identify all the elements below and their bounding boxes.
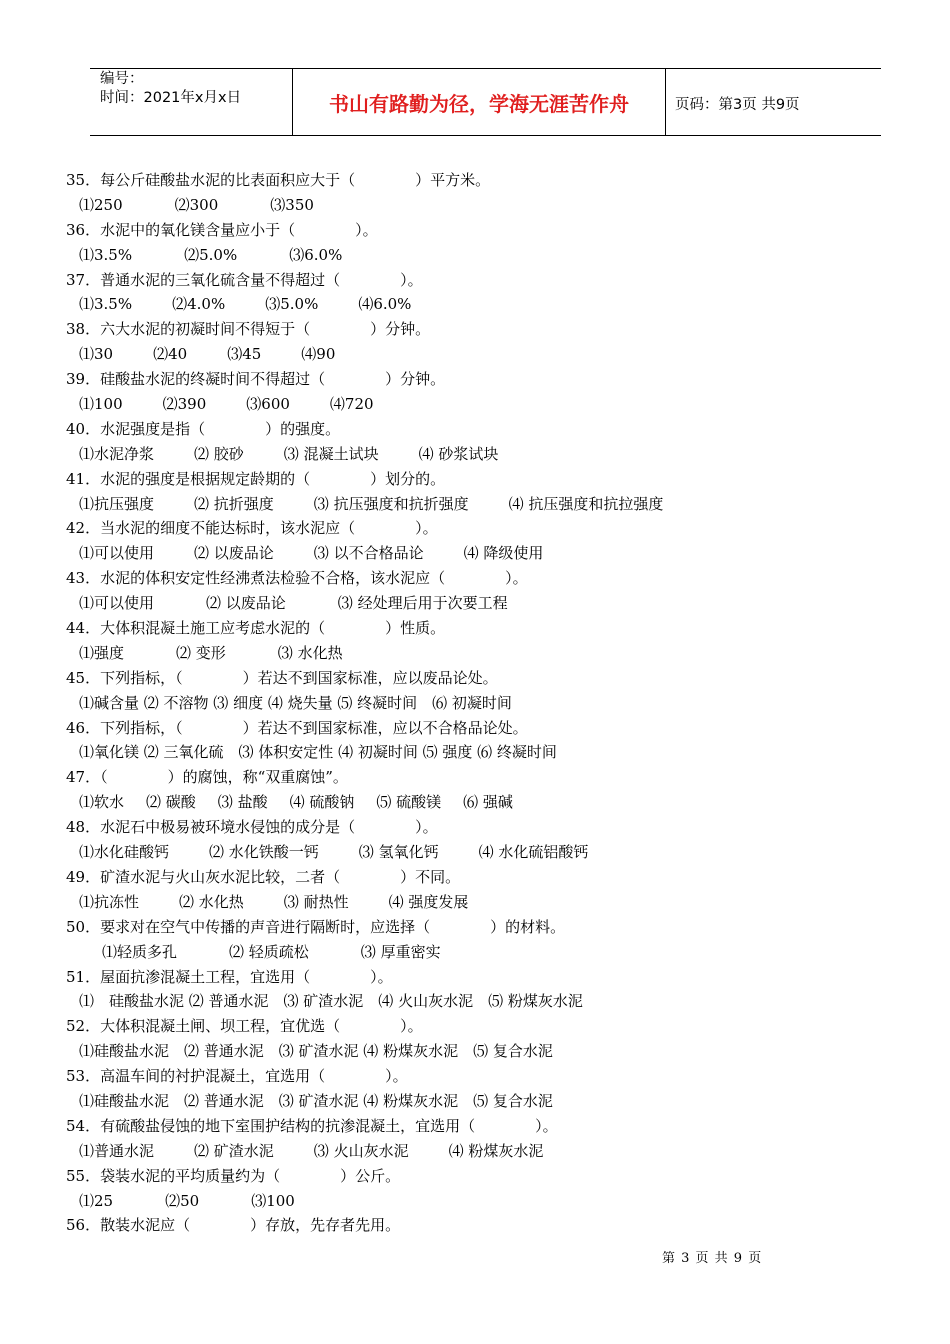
question-text: 37．普通水泥的三氧化硫含量不得超过（ ）。	[66, 270, 423, 289]
option-text: ⑶ 氢氧化钙	[358, 843, 439, 862]
question-options	[66, 790, 910, 815]
option-text: ⑸ 硫酸镁	[376, 793, 442, 812]
question-list	[66, 168, 910, 1238]
page-footer: 第 3 页 共 9 页	[662, 1251, 763, 1266]
option-text: ⑶ 耐热性	[283, 892, 349, 911]
question-options	[66, 392, 910, 417]
option-text: ⑵ 变形	[176, 643, 226, 662]
question-text: 43．水泥的体积安定性经沸煮法检验不合格，该水泥应（ ）。	[66, 569, 528, 588]
question-text: 48．水泥石中极易被环境水侵蚀的成分是（ ）。	[66, 818, 438, 837]
header-meta	[100, 70, 241, 108]
option-text: ⑴25	[79, 1191, 114, 1210]
option-text: ⑵ 水化铁酸一钙	[209, 843, 319, 862]
question-options	[66, 442, 910, 467]
option-text: ⑴250	[79, 195, 123, 214]
option-text: ⑴普通水泥	[79, 1141, 155, 1160]
document-number-label: 编号：	[100, 71, 144, 87]
option-text: ⑵300	[174, 195, 219, 214]
question-text: 44．大体积混凝土施工应考虑水泥的（ ）性质。	[66, 619, 446, 638]
option-text: ⑶ 混凝土试块	[283, 444, 379, 463]
option-text: ⑵4.0%	[172, 295, 226, 314]
option-text: ⑴抗压强度	[79, 494, 155, 513]
question-text: 40．水泥强度是指（ ）的强度。	[66, 419, 341, 438]
question-text: 55．袋装水泥的平均质量约为（ ）公斤。	[66, 1166, 401, 1185]
question-options	[66, 1139, 910, 1164]
option-text: ⑴强度	[79, 643, 125, 662]
option-text: ⑵ 水化热	[179, 892, 244, 911]
question-options	[66, 591, 910, 616]
option-text: ⑴抗冻性	[79, 892, 140, 911]
option-text: ⑴轻质多孔	[102, 942, 178, 961]
question-text: 47．（ ）的腐蚀，称“双重腐蚀”。	[66, 768, 348, 787]
question-text: 41．水泥的强度是根据规定龄期的（ ）划分的。	[66, 469, 446, 488]
option-text: ⑷ 强度发展	[388, 892, 469, 911]
option-text: ⑵ 抗折强度	[194, 494, 274, 513]
option-text: ⑵390	[162, 395, 207, 414]
option-text: ⑴水化硅酸钙	[79, 843, 170, 862]
option-text: ⑴100	[79, 395, 123, 414]
option-text: ⑴3.5%	[79, 295, 133, 314]
option-text: ⑴软水	[79, 793, 125, 812]
option-text: ⑵5.0%	[184, 245, 238, 264]
option-text: ⑶600	[246, 395, 290, 414]
option-text: ⑴30	[79, 345, 114, 364]
question-options	[66, 541, 910, 566]
document-time-label: 时间：2021年x月x日	[100, 90, 242, 106]
option-text: ⑶ 抗压强度和抗折强度	[313, 494, 469, 513]
option-text: ⑷ 抗压强度和抗拉强度	[508, 494, 664, 513]
option-text: ⑶5.0%	[265, 295, 319, 314]
option-text: ⑷90	[301, 345, 336, 364]
question-options	[66, 1089, 910, 1114]
option-text: ⑴可以使用	[79, 544, 155, 563]
question-options	[66, 1189, 910, 1214]
option-text: ⑶ 以不合格品论	[313, 544, 424, 563]
option-text: ⑴碱含量 ⑵ 不溶物 ⑶ 细度 ⑷ 烧失量 ⑸ 终凝时间 ⑹ 初凝时间	[79, 693, 512, 712]
option-text: ⑹ 强碱	[463, 793, 513, 812]
option-text: ⑶100	[251, 1191, 295, 1210]
question-text: 38．六大水泥的初凝时间不得短于（ ）分钟。	[66, 320, 431, 339]
option-text: ⑶ 水化热	[277, 643, 343, 662]
option-text: ⑴水泥净浆	[79, 444, 155, 463]
question-text: 35．每公斤硅酸盐水泥的比表面积应大于（ ）平方米。	[66, 171, 491, 189]
option-text: ⑵40	[153, 345, 188, 364]
question-text: 50．要求对在空气中传播的声音进行隔断时，应选择（ ）的材料。	[66, 917, 566, 936]
option-text: ⑶ 火山灰水泥	[313, 1141, 409, 1160]
option-text: ⑵ 胶砂	[194, 444, 244, 463]
question-options	[66, 193, 910, 218]
option-text: ⑶ 盐酸	[217, 793, 268, 812]
option-text: ⑶350	[270, 195, 314, 214]
header-motto: 书山有路勤为径，学海无涯苦作舟	[329, 92, 629, 116]
question-text: 52．大体积混凝土闸、坝工程，宜优选（ ）。	[66, 1017, 423, 1036]
option-text: ⑴氧化镁 ⑵ 三氧化硫 ⑶ 体积安定性 ⑷ 初凝时间 ⑸ 强度 ⑹ 终凝时间	[79, 743, 557, 762]
question-options	[66, 1039, 910, 1064]
option-text: ⑶45	[227, 345, 262, 364]
option-text: ⑵ 轻质疏松	[229, 942, 309, 961]
option-text: ⑷6.0%	[358, 295, 412, 314]
option-text: ⑷ 水化硫铝酸钙	[478, 843, 589, 862]
option-text: ⑶ 经处理后用于次要工程	[337, 594, 508, 613]
question-text: 53．高温车间的衬护混凝土，宜选用（ ）。	[66, 1067, 408, 1086]
header-divider-right	[665, 68, 666, 135]
option-text: ⑴硅酸盐水泥 ⑵ 普通水泥 ⑶ 矿渣水泥 ⑷ 粉煤灰水泥 ⑸ 复合水泥	[79, 1042, 553, 1061]
option-text: ⑶6.0%	[289, 245, 343, 264]
header-page-number: 页码：第3页 共9页	[675, 97, 800, 113]
header-top-rule	[90, 68, 881, 69]
question-options	[66, 940, 910, 965]
option-text: ⑷ 砂浆试块	[418, 444, 499, 463]
question-options	[66, 840, 910, 865]
option-text: ⑴可以使用	[79, 594, 155, 613]
option-text: ⑴硅酸盐水泥 ⑵ 普通水泥 ⑶ 矿渣水泥 ⑷ 粉煤灰水泥 ⑸ 复合水泥	[79, 1091, 553, 1110]
option-text: ⑷ 降级使用	[463, 544, 544, 563]
option-text: ⑵50	[165, 1191, 200, 1210]
question-text: 54．有硫酸盐侵蚀的地下室围护结构的抗渗混凝土，宜选用（ ）。	[66, 1116, 558, 1135]
question-text: 39．硅酸盐水泥的终凝时间不得超过（ ）分钟。	[66, 370, 446, 389]
question-options	[66, 641, 910, 666]
option-text: ⑵ 矿渣水泥	[194, 1141, 274, 1160]
question-text: 42．当水泥的细度不能达标时，该水泥应（ ）。	[66, 519, 438, 538]
question-options	[66, 740, 910, 765]
option-text: ⑵ 碳酸	[146, 793, 196, 812]
option-text: ⑶ 厚重密实	[360, 942, 441, 961]
question-text: 56．散装水泥应（ ）存放，先存者先用。	[66, 1216, 401, 1235]
question-text: 36．水泥中的氧化镁含量应小于（ ）。	[66, 220, 378, 239]
question-options	[66, 890, 910, 915]
question-text: 46．下列指标，（ ）若达不到国家标准，应以不合格品论处。	[66, 718, 528, 737]
option-text: ⑷ 粉煤灰水泥	[448, 1141, 544, 1160]
question-options	[66, 342, 910, 367]
question-options	[66, 292, 910, 317]
question-text: 51．屋面抗渗混凝土工程，宜选用（ ）。	[66, 967, 393, 986]
question-text: 49．矿渣水泥与火山灰水泥比较，二者（ ）不同。	[66, 867, 461, 886]
option-text: ⑴ 硅酸盐水泥 ⑵ 普通水泥 ⑶ 矿渣水泥 ⑷ 火山灰水泥 ⑸ 粉煤灰水泥	[79, 992, 583, 1011]
option-text: ⑵ 以废品论	[206, 594, 286, 613]
question-options	[66, 492, 910, 517]
question-options	[66, 989, 910, 1014]
option-text: ⑴3.5%	[79, 245, 133, 264]
option-text: ⑷ 硫酸钠	[289, 793, 355, 812]
question-text: 45．下列指标，（ ）若达不到国家标准，应以废品论处。	[66, 668, 498, 687]
option-text: ⑷720	[329, 395, 374, 414]
question-options	[66, 243, 910, 268]
header-bottom-rule	[90, 135, 881, 136]
question-options	[66, 691, 910, 716]
option-text: ⑵ 以废品论	[194, 544, 274, 563]
